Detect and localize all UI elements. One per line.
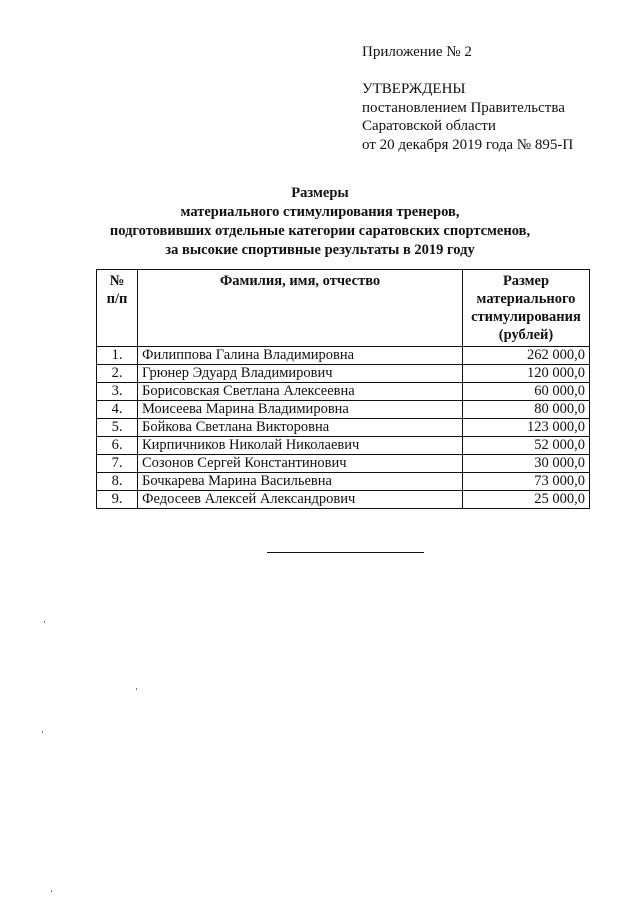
row-amount: 52 000,0 xyxy=(463,437,590,455)
row-amount: 30 000,0 xyxy=(463,455,590,473)
appendix-label: Приложение № 2 xyxy=(362,44,472,60)
row-number: 6. xyxy=(97,437,138,455)
row-number: 8. xyxy=(97,473,138,491)
approved-line: Саратовской области xyxy=(362,118,496,134)
row-name: Кирпичников Николай Николаевич xyxy=(138,437,463,455)
header-amount: Размер материального стимулирования (рублей) xyxy=(463,270,590,347)
row-amount: 120 000,0 xyxy=(463,365,590,383)
header-number: № п/п xyxy=(97,270,138,347)
row-amount: 80 000,0 xyxy=(463,401,590,419)
row-name: Бойкова Светлана Викторовна xyxy=(138,419,463,437)
row-number: 4. xyxy=(97,401,138,419)
approved-line: УТВЕРЖДЕНЫ xyxy=(362,81,466,97)
table-row xyxy=(97,491,590,509)
row-name: Созонов Сергей Константинович xyxy=(138,455,463,473)
table-header-row xyxy=(97,270,590,347)
header-name: Фамилия, имя, отчество xyxy=(138,270,463,347)
row-name: Борисовская Светлана Алексеевна xyxy=(138,383,463,401)
row-number: 1. xyxy=(97,347,138,365)
table-row xyxy=(97,455,590,473)
awards-table xyxy=(96,269,590,509)
row-name: Филиппова Галина Владимировна xyxy=(138,347,463,365)
table-row xyxy=(97,347,590,365)
row-number: 3. xyxy=(97,383,138,401)
approved-line: от 20 декабря 2019 года № 895-П xyxy=(362,136,574,153)
row-amount: 25 000,0 xyxy=(463,491,590,509)
table-row xyxy=(97,401,590,419)
row-name: Федосеев Алексей Александрович xyxy=(138,491,463,509)
row-amount: 73 000,0 xyxy=(463,473,590,491)
table-row xyxy=(97,365,590,383)
table-row xyxy=(97,383,590,401)
scan-speck xyxy=(136,688,137,690)
row-number: 7. xyxy=(97,455,138,473)
row-number: 2. xyxy=(97,365,138,383)
row-amount: 262 000,0 xyxy=(463,347,590,365)
scan-speck xyxy=(44,621,45,623)
row-name: Грюнер Эдуард Владимирович xyxy=(138,365,463,383)
row-name: Моисеева Марина Владимировна xyxy=(138,401,463,419)
table-row xyxy=(97,419,590,437)
scan-speck xyxy=(42,731,43,733)
title-line: подготовивших отдельные категории саратовских спортсменов, xyxy=(109,223,531,239)
row-amount: 123 000,0 xyxy=(463,419,590,437)
scan-speck xyxy=(51,890,52,892)
table-row xyxy=(97,473,590,491)
row-number: 9. xyxy=(97,491,138,509)
title-line: Размеры xyxy=(291,185,349,201)
row-name: Бочкарева Марина Васильевна xyxy=(138,473,463,491)
approved-line: постановлением Правительства xyxy=(362,99,565,116)
closing-rule xyxy=(267,552,424,553)
table-row xyxy=(97,437,590,455)
row-number: 5. xyxy=(97,419,138,437)
approval-stamp xyxy=(362,80,573,154)
row-amount: 60 000,0 xyxy=(463,383,590,401)
title-line: за высокие спортивные результаты в 2019 году xyxy=(165,242,475,258)
title-line: материального стимулирования тренеров, xyxy=(180,204,460,220)
document-title xyxy=(0,184,640,260)
